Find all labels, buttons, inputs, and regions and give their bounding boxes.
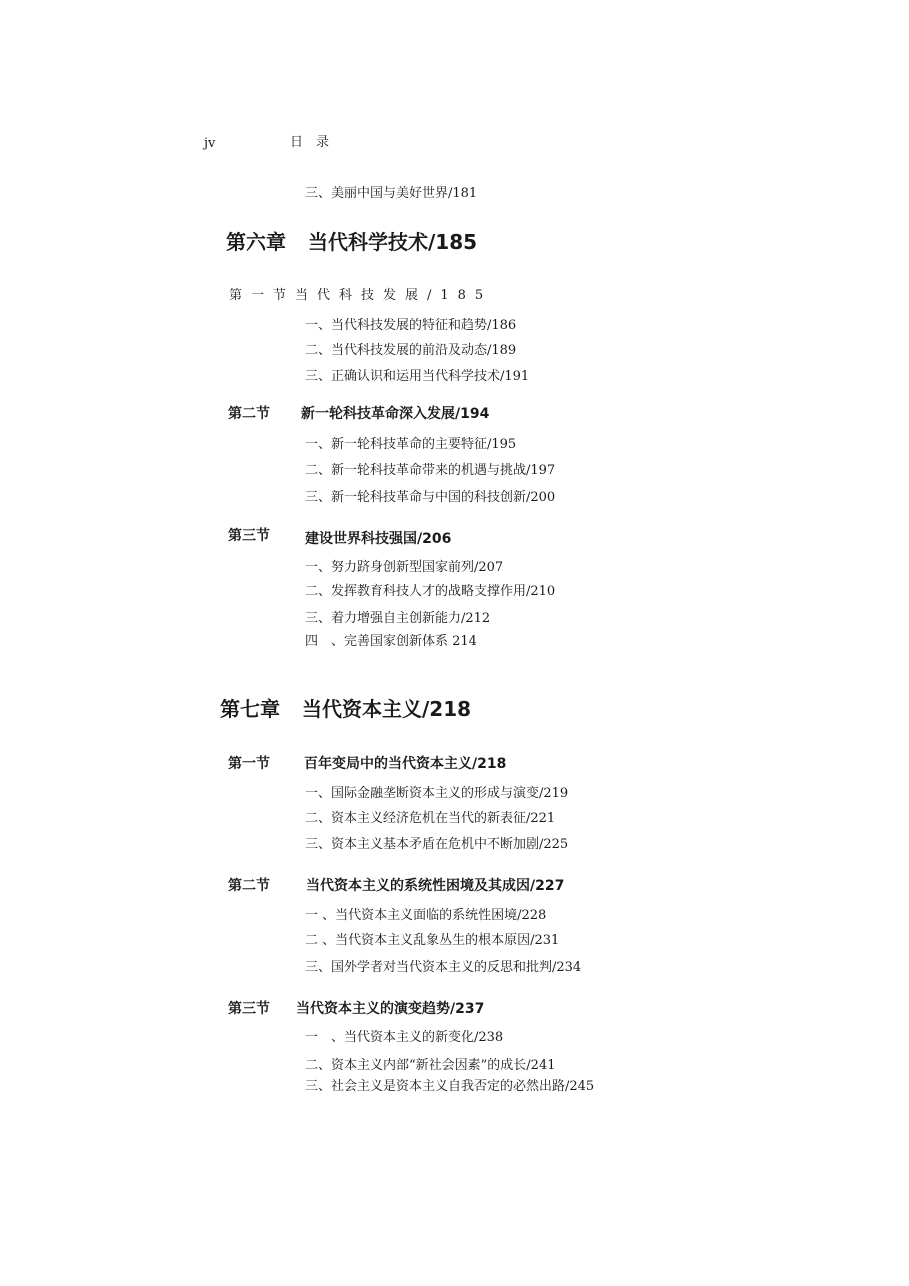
toc-item: 三、着力增强自主创新能力/212 xyxy=(305,611,491,626)
toc-item: 三、国外学者对当代资本主义的反思和批判/234 xyxy=(305,960,582,975)
toc-item: 三、美丽中国与美好世界/181 xyxy=(305,186,478,201)
chapter-title: 当代科学技术/185 xyxy=(308,230,478,254)
toc-item: 三、资本主义基本矛盾在危机中不断加剧/225 xyxy=(305,837,569,852)
section-label: 第二节 xyxy=(228,406,270,422)
toc-item: 二、新一轮科技革命带来的机遇与挑战/197 xyxy=(305,463,556,478)
toc-item: 一、当代科技发展的特征和趋势/186 xyxy=(305,318,517,333)
section-title: 百年变局中的当代资本主义/218 xyxy=(304,756,507,772)
section-label: 第二节 xyxy=(228,878,270,894)
section-heading xyxy=(228,406,490,422)
chapter-heading xyxy=(220,699,471,719)
section-heading xyxy=(228,528,452,547)
toc-item: 二、资本主义内部“新社会因素”的成长/241 xyxy=(305,1058,556,1073)
section-heading xyxy=(228,878,565,894)
toc-item: 一、国际金融垄断资本主义的形成与演变/219 xyxy=(305,786,569,801)
toc-item: 二、资本主义经济危机在当代的新表征/221 xyxy=(305,811,556,826)
toc-item: 三、正确认识和运用当代科学技术/191 xyxy=(305,369,530,384)
toc-item: 二、发挥教育科技人才的战略支撑作用/210 xyxy=(305,584,556,599)
chapter-number: 第六章 xyxy=(226,230,286,254)
section-label: 第一节 xyxy=(228,756,270,772)
toc-item: 二 、当代资本主义乱象丛生的根本原因/231 xyxy=(305,933,560,948)
toc-item: 四 、完善国家创新体系 214 xyxy=(305,634,477,649)
toc-item: 一 、当代资本主义面临的系统性困境/228 xyxy=(305,908,547,923)
section-title: 当代资本主义的演变趋势/237 xyxy=(296,1001,485,1017)
toc-item: 二、当代科技发展的前沿及动态/189 xyxy=(305,343,517,358)
section-heading xyxy=(228,756,507,772)
section-heading: 第一节当代科技发展/185 xyxy=(229,288,493,303)
toc-item: 一 、当代资本主义的新变化/238 xyxy=(305,1030,504,1045)
section-label: 第三节 xyxy=(228,1001,270,1017)
toc-item: 三、社会主义是资本主义自我否定的必然出路/245 xyxy=(305,1079,595,1094)
section-title: 建设世界科技强国/206 xyxy=(305,531,452,547)
page-number: jv xyxy=(204,136,216,151)
toc-item: 三、新一轮科技革命与中国的科技创新/200 xyxy=(305,490,556,505)
chapter-heading xyxy=(226,232,477,252)
section-title: 当代资本主义的系统性困境及其成因/227 xyxy=(306,878,565,894)
toc-item: 一、新一轮科技革命的主要特征/195 xyxy=(305,437,517,452)
section-title: 新一轮科技革命深入发展/194 xyxy=(301,406,490,422)
chapter-number: 第七章 xyxy=(220,697,280,721)
toc-item: 一、努力跻身创新型国家前列/207 xyxy=(305,560,504,575)
chapter-title: 当代资本主义/218 xyxy=(302,697,472,721)
running-header-title: 日 录 xyxy=(290,135,330,150)
section-heading xyxy=(228,1001,485,1017)
section-label: 第三节 xyxy=(228,528,270,544)
